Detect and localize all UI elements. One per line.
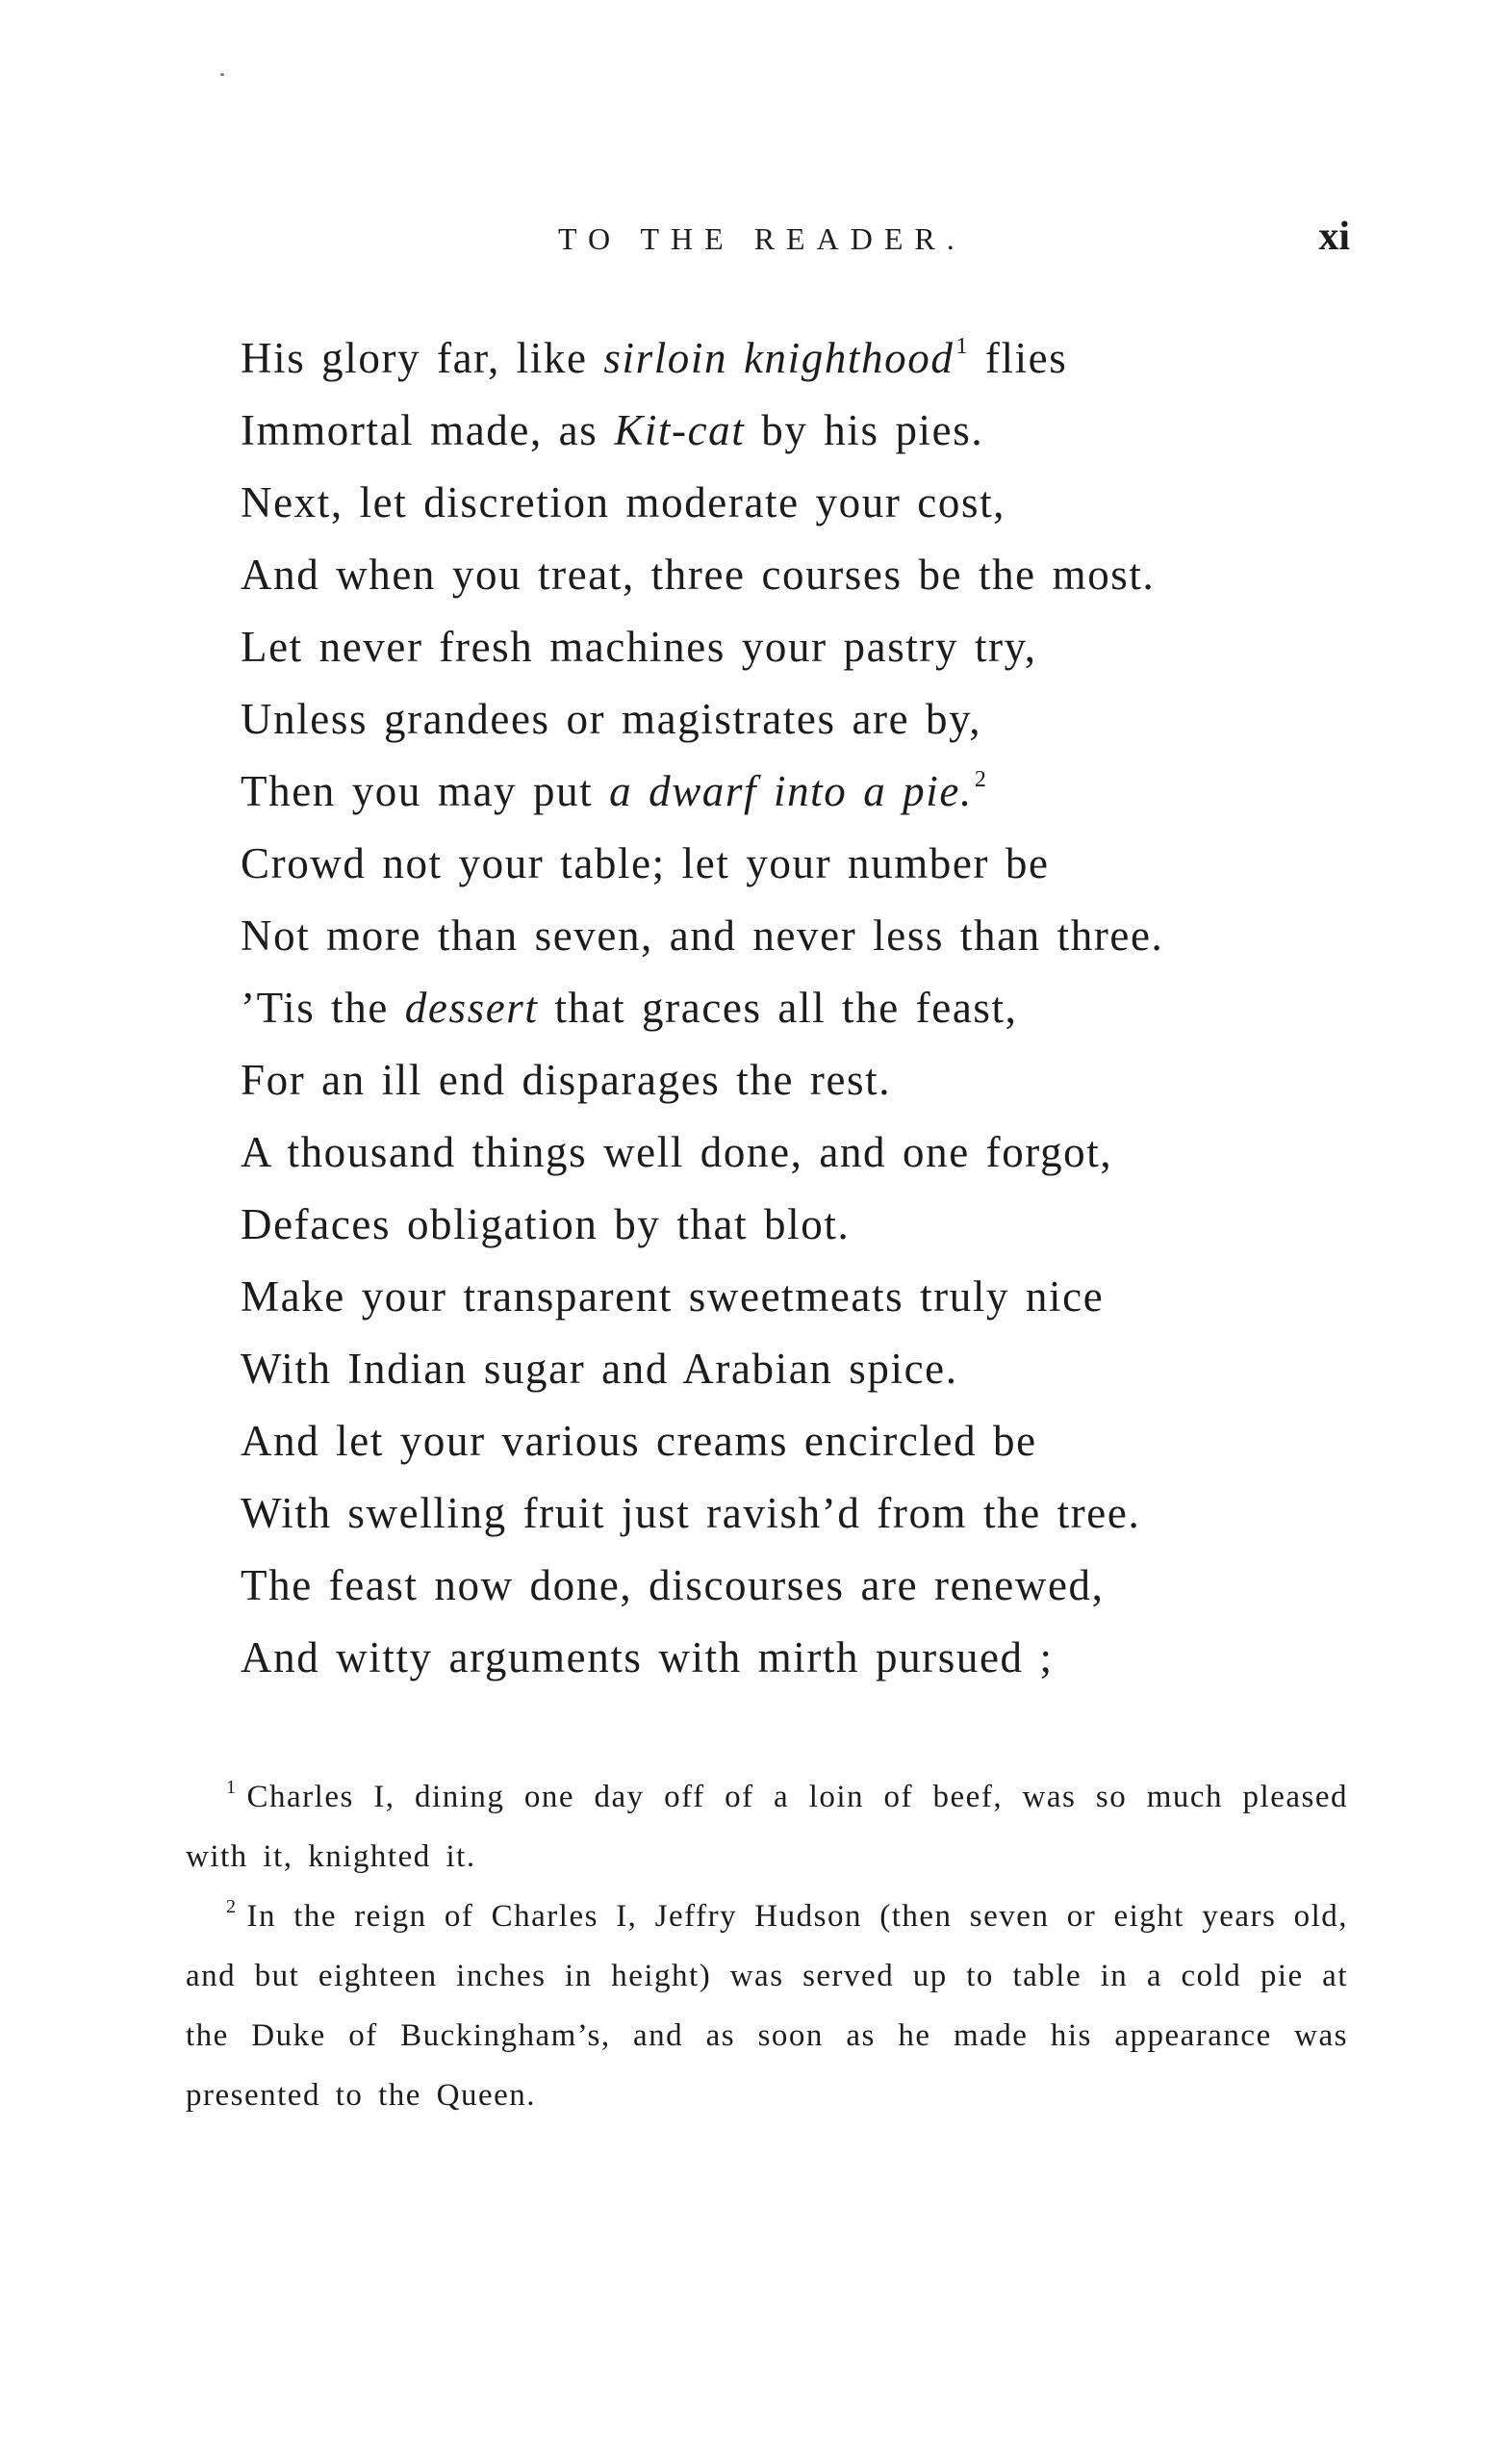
poem-line-text: Let never fresh machines your pastry try, <box>241 623 1037 671</box>
poem-line-italic: Kit-cat <box>614 406 746 454</box>
poem-line-text: Immortal made, as <box>241 406 615 454</box>
paper-speck <box>220 73 224 76</box>
poem-line <box>241 1044 1347 1116</box>
poem-line-text: With Indian sugar and Arabian spice. <box>241 1345 958 1393</box>
running-title: TO THE READER. <box>558 221 966 256</box>
poem-line-text: Next, let discretion moderate your cost, <box>241 478 1006 526</box>
poem-line-text: ’Tis the <box>241 984 405 1032</box>
poem-line-text: The feast now done, discourses are renewed, <box>241 1561 1105 1609</box>
poem-line <box>241 683 1347 756</box>
poem-line-text: And let your various creams encircled be <box>241 1417 1037 1465</box>
poem-line-text: Not more than seven, and never less than three. <box>241 911 1164 960</box>
footnote-reference: 1 <box>955 334 970 359</box>
running-head <box>0 214 1502 271</box>
footnote-text: Charles I, dining one day off of a loin of beef, was so much pleased with it, knighted it. <box>186 1780 1348 1874</box>
poem-line-text: Then you may put <box>241 767 610 815</box>
page-number: xi <box>1318 215 1350 259</box>
poem <box>241 322 1347 1694</box>
poem-line-text: For an ill end disparages the rest. <box>241 1056 892 1104</box>
poem-line <box>241 539 1347 611</box>
poem-line <box>241 1550 1347 1622</box>
footnote-reference: 2 <box>974 767 988 792</box>
poem-line <box>241 322 1347 395</box>
poem-line <box>241 1116 1347 1189</box>
poem-line <box>241 1189 1347 1261</box>
poem-line <box>241 395 1347 467</box>
poem-line-text: Crowd not your table; let your number be <box>241 839 1050 887</box>
poem-line-text: Defaces obligation by that blot. <box>241 1200 851 1248</box>
poem-line-text: With swelling fruit just ravish’d from the tree. <box>241 1489 1141 1537</box>
poem-line-text: by his pies. <box>745 406 984 454</box>
poem-line-text: And when you treat, three courses be the most. <box>241 551 1156 599</box>
footnote <box>186 1886 1348 2125</box>
poem-line <box>241 467 1347 539</box>
poem-line-italic: a dwarf into a pie. <box>609 767 973 815</box>
poem-line-text: that graces all the feast, <box>538 984 1018 1032</box>
poem-line-text: His glory far, like <box>241 334 604 382</box>
footnote-marker: 2 <box>226 1896 238 1917</box>
footnotes <box>186 1767 1348 2125</box>
poem-line <box>241 1333 1347 1405</box>
poem-line <box>241 611 1347 683</box>
poem-line <box>241 900 1347 972</box>
poem-line-text: A thousand things well done, and one forgot, <box>241 1128 1113 1176</box>
footnote-text: In the reign of Charles I, Jeffry Hudson (then seven or eight years old, and but eighteen inches in height) was served up to table in a cold pie at the Duke of Buckingham’s, and as soon as he made his appearance was presented to the Queen. <box>186 1899 1348 2113</box>
poem-line <box>241 1405 1347 1477</box>
poem-line-italic: sirloin knighthood <box>603 334 955 382</box>
footnote <box>186 1767 1348 1886</box>
poem-line-text: Unless grandees or magistrates are by, <box>241 695 982 743</box>
poem-line <box>241 972 1347 1044</box>
poem-line-text: Make your transparent sweetmeats truly nice <box>241 1272 1105 1321</box>
poem-line <box>241 1622 1347 1694</box>
footnote-marker: 1 <box>226 1777 238 1798</box>
poem-line <box>241 756 1347 828</box>
poem-line-italic: dessert <box>404 984 539 1032</box>
poem-line-text: flies <box>969 334 1068 382</box>
poem-line-text: And witty arguments with mirth pursued ; <box>241 1633 1054 1681</box>
poem-line <box>241 1477 1347 1550</box>
poem-line <box>241 1261 1347 1333</box>
poem-line <box>241 828 1347 900</box>
